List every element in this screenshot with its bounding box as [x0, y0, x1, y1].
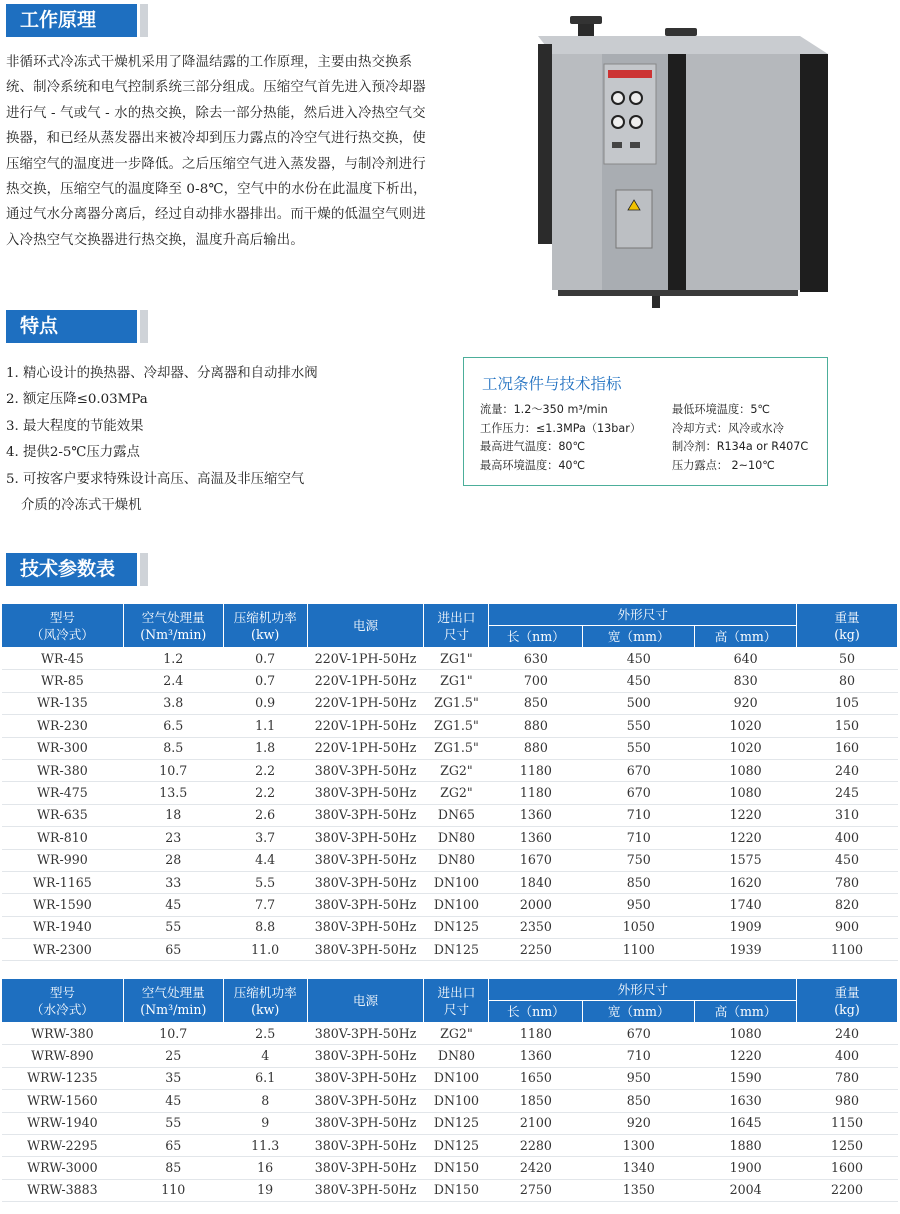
cell-power: 19 — [223, 1179, 307, 1201]
cell-height: 1020 — [695, 737, 797, 759]
table-row — [2, 1179, 898, 1201]
cell-length: 880 — [489, 737, 583, 759]
cell-height: 1080 — [695, 782, 797, 804]
cell-port-size: ZG1" — [424, 670, 489, 692]
cell-model: WR-45 — [2, 648, 124, 670]
cell-power-supply: 380V-3PH-50Hz — [307, 871, 424, 893]
table-row — [2, 849, 898, 871]
cell-port-size: DN150 — [424, 1157, 489, 1179]
cell-length: 1180 — [489, 759, 583, 781]
cell-power: 11.0 — [223, 939, 307, 961]
cell-power-supply: 220V-1PH-50Hz — [307, 715, 424, 737]
cell-power-supply: 380V-3PH-50Hz — [307, 1067, 424, 1089]
cell-weight: 980 — [797, 1090, 898, 1112]
cell-length: 1360 — [489, 1045, 583, 1067]
cell-height: 1020 — [695, 715, 797, 737]
cell-power-supply: 380V-3PH-50Hz — [307, 1023, 424, 1045]
cell-weight: 160 — [797, 737, 898, 759]
cell-port-size: DN100 — [424, 871, 489, 893]
spec-item: 制冷剂：R134a or R407C — [672, 440, 809, 453]
cell-length: 2100 — [489, 1112, 583, 1134]
cell-length: 1840 — [489, 871, 583, 893]
feature-item: 2. 额定压降≤0.03MPa — [6, 392, 148, 408]
cell-weight: 1250 — [797, 1134, 898, 1156]
cell-power-supply: 220V-1PH-50Hz — [307, 737, 424, 759]
cell-height: 2004 — [695, 1179, 797, 1201]
table-row — [2, 737, 898, 759]
cell-air-flow: 10.7 — [123, 1023, 223, 1045]
cell-power: 0.7 — [223, 648, 307, 670]
spec-item: 流量：1.2～350 m³/min — [480, 403, 608, 416]
cell-power-supply: 380V-3PH-50Hz — [307, 804, 424, 826]
feature-text-continued: 介质的冷冻式干燥机 — [21, 498, 142, 514]
cell-weight: 450 — [797, 849, 898, 871]
dryer-machine-image — [538, 14, 828, 310]
cell-width: 920 — [583, 1112, 695, 1134]
cell-width: 550 — [583, 715, 695, 737]
cell-port-size: DN100 — [424, 894, 489, 916]
cell-height: 1575 — [695, 849, 797, 871]
cell-width: 750 — [583, 849, 695, 871]
cell-height: 1620 — [695, 871, 797, 893]
cell-air-flow: 2.4 — [123, 670, 223, 692]
table-row — [2, 670, 898, 692]
cell-model: WR-810 — [2, 827, 124, 849]
cell-model: WR-635 — [2, 804, 124, 826]
cell-height: 1880 — [695, 1134, 797, 1156]
cell-model: WR-2300 — [2, 939, 124, 961]
spec-item: 工作压力：≤1.3MPa（13bar） — [480, 421, 642, 435]
cell-power-supply: 380V-3PH-50Hz — [307, 1045, 424, 1067]
col-header-power: 压缩机功率 (kw) — [223, 604, 307, 648]
cell-power-supply: 220V-1PH-50Hz — [307, 670, 424, 692]
cell-model: WR-1940 — [2, 916, 124, 938]
cell-power-supply: 380V-3PH-50Hz — [307, 1179, 424, 1201]
cell-power: 1.1 — [223, 715, 307, 737]
col-header-power: 压缩机功率 (kw) — [223, 979, 307, 1023]
cell-power-supply: 380V-3PH-50Hz — [307, 939, 424, 961]
spec-item: 最低环境温度：5℃ — [672, 403, 770, 416]
cell-width: 500 — [583, 692, 695, 714]
cell-height: 1220 — [695, 827, 797, 849]
cell-air-flow: 55 — [123, 1112, 223, 1134]
section-title-params: 技术参数表 — [6, 553, 137, 586]
cell-height: 1080 — [695, 1023, 797, 1045]
cell-length: 1180 — [489, 782, 583, 804]
col-header-dimensions: 外形尺寸 — [489, 604, 797, 626]
cell-model: WRW-890 — [2, 1045, 124, 1067]
cell-model: WRW-3883 — [2, 1179, 124, 1201]
cell-weight: 240 — [797, 1023, 898, 1045]
cell-port-size: DN125 — [424, 1134, 489, 1156]
cell-power-supply: 220V-1PH-50Hz — [307, 692, 424, 714]
spec-box-title: 工况条件与技术指标 — [482, 375, 622, 393]
cell-air-flow: 23 — [123, 827, 223, 849]
cell-width: 550 — [583, 737, 695, 759]
cell-air-flow: 8.5 — [123, 737, 223, 759]
table-row — [2, 1045, 898, 1067]
cell-height: 1630 — [695, 1090, 797, 1112]
spec-box — [463, 357, 828, 486]
section-title-accent — [140, 310, 148, 343]
col-header-length: 长（nm） — [489, 1001, 583, 1023]
cell-height: 1645 — [695, 1112, 797, 1134]
cell-air-flow: 65 — [123, 939, 223, 961]
cell-port-size: ZG1" — [424, 648, 489, 670]
cell-power: 4.4 — [223, 849, 307, 871]
cell-width: 950 — [583, 894, 695, 916]
cell-power: 4 — [223, 1045, 307, 1067]
cell-port-size: DN100 — [424, 1090, 489, 1112]
table-row — [2, 648, 898, 670]
cell-width: 1100 — [583, 939, 695, 961]
cell-model: WR-300 — [2, 737, 124, 759]
cell-port-size: ZG1.5" — [424, 737, 489, 759]
cell-height: 1939 — [695, 939, 797, 961]
cell-model: WR-135 — [2, 692, 124, 714]
cell-length: 2350 — [489, 916, 583, 938]
cell-model: WRW-1235 — [2, 1067, 124, 1089]
cell-width: 950 — [583, 1067, 695, 1089]
cell-air-flow: 65 — [123, 1134, 223, 1156]
cell-height: 830 — [695, 670, 797, 692]
cell-length: 2280 — [489, 1134, 583, 1156]
col-header-air-flow: 空气处理量 (Nm³/min) — [123, 604, 223, 648]
cell-weight: 2200 — [797, 1179, 898, 1201]
cell-height: 1590 — [695, 1067, 797, 1089]
cell-width: 1050 — [583, 916, 695, 938]
feature-item: 1. 精心设计的换热器、冷却器、分离器和自动排水阀 — [6, 366, 318, 381]
col-header-weight: 重量 (kg) — [797, 604, 898, 648]
cell-model: WRW-2295 — [2, 1134, 124, 1156]
cell-height: 640 — [695, 648, 797, 670]
cell-air-flow: 85 — [123, 1157, 223, 1179]
col-header-model: 型号 （风冷式） — [2, 604, 124, 648]
cell-height: 1740 — [695, 894, 797, 916]
cell-weight: 105 — [797, 692, 898, 714]
cell-power: 3.7 — [223, 827, 307, 849]
col-header-power-supply: 电源 — [307, 604, 424, 648]
cell-air-flow: 3.8 — [123, 692, 223, 714]
cell-model: WR-230 — [2, 715, 124, 737]
spec-box-items — [480, 401, 820, 474]
spec-item: 最高环境温度：40℃ — [480, 458, 586, 472]
cell-weight: 780 — [797, 1067, 898, 1089]
cell-weight: 1600 — [797, 1157, 898, 1179]
cell-length: 1850 — [489, 1090, 583, 1112]
spec-item: 压力露点： 2~10℃ — [672, 458, 775, 472]
cell-air-flow: 45 — [123, 1090, 223, 1112]
table-row — [2, 715, 898, 737]
cell-power: 8 — [223, 1090, 307, 1112]
cell-weight: 245 — [797, 782, 898, 804]
cell-length: 1360 — [489, 804, 583, 826]
cell-weight: 310 — [797, 804, 898, 826]
cell-power: 11.3 — [223, 1134, 307, 1156]
cell-length: 1670 — [489, 849, 583, 871]
cell-weight: 80 — [797, 670, 898, 692]
cell-power: 8.8 — [223, 916, 307, 938]
cell-height: 1900 — [695, 1157, 797, 1179]
col-header-height: 高（mm） — [695, 626, 797, 648]
feature-item: 3. 最大程度的节能效果 — [6, 418, 144, 434]
cell-air-flow: 6.5 — [123, 715, 223, 737]
cell-width: 450 — [583, 648, 695, 670]
cell-port-size: ZG1.5" — [424, 715, 489, 737]
cell-power-supply: 380V-3PH-50Hz — [307, 849, 424, 871]
section-title-features: 特点 — [6, 310, 137, 343]
cell-air-flow: 55 — [123, 916, 223, 938]
cell-model: WRW-3000 — [2, 1157, 124, 1179]
cell-length: 2000 — [489, 894, 583, 916]
cell-power-supply: 380V-3PH-50Hz — [307, 1157, 424, 1179]
cell-port-size: ZG1.5" — [424, 692, 489, 714]
cell-weight: 1150 — [797, 1112, 898, 1134]
table-row — [2, 1067, 898, 1089]
cell-power-supply: 380V-3PH-50Hz — [307, 894, 424, 916]
section-title-accent — [140, 553, 148, 586]
table-row — [2, 804, 898, 826]
cell-width: 710 — [583, 1045, 695, 1067]
cell-power: 0.7 — [223, 670, 307, 692]
table-row — [2, 827, 898, 849]
cell-port-size: DN125 — [424, 1112, 489, 1134]
cell-length: 1360 — [489, 827, 583, 849]
table-row — [2, 1090, 898, 1112]
cell-model: WRW-380 — [2, 1023, 124, 1045]
table-row — [2, 1112, 898, 1134]
principle-text: 非循环式冷冻式干燥机采用了降温结露的工作原理，主要由热交换系统、制冷系统和电气控制系统三部分组成。压缩空气首先进入预冷却器进行气 - 气或气 - 水的热交换，除去一部分热能，然后进入冷热空气交换器，和已经从蒸发器出来被冷却到压力露点的冷空气进行热交换，使压缩空气的温度进一步降低。之后压缩空气进入蒸发器，与制冷剂进行热交换，压缩空气的温度降至 0-8℃，空气中的水份在此温度下析出，通过气水分离器分离后，经过自动排水器排出。而干燥的低温空气则进入冷热空气交换器进行热交换，温度升高后输出。 — [6, 55, 427, 248]
cell-port-size: DN80 — [424, 1045, 489, 1067]
cell-air-flow: 35 — [123, 1067, 223, 1089]
cell-power: 1.8 — [223, 737, 307, 759]
cell-power-supply: 380V-3PH-50Hz — [307, 1090, 424, 1112]
cell-air-flow: 10.7 — [123, 759, 223, 781]
col-header-width: 宽（mm） — [583, 626, 695, 648]
cell-power: 9 — [223, 1112, 307, 1134]
cell-height: 920 — [695, 692, 797, 714]
cell-power: 0.9 — [223, 692, 307, 714]
table-row — [2, 894, 898, 916]
cell-width: 670 — [583, 1023, 695, 1045]
cell-model: WR-1590 — [2, 894, 124, 916]
cell-height: 1220 — [695, 804, 797, 826]
cell-air-flow: 13.5 — [123, 782, 223, 804]
features-list — [6, 361, 446, 519]
table-row — [2, 759, 898, 781]
cell-power: 2.2 — [223, 782, 307, 804]
table-row — [2, 1134, 898, 1156]
cell-power: 7.7 — [223, 894, 307, 916]
cell-length: 630 — [489, 648, 583, 670]
cell-power-supply: 380V-3PH-50Hz — [307, 916, 424, 938]
col-header-air-flow: 空气处理量 (Nm³/min) — [123, 979, 223, 1023]
cell-power: 2.2 — [223, 759, 307, 781]
cell-air-flow: 110 — [123, 1179, 223, 1201]
feature-item: 5. 可按客户要求特殊设计高压、高温及非压缩空气 — [6, 471, 305, 487]
cell-air-flow: 45 — [123, 894, 223, 916]
cell-power-supply: 380V-3PH-50Hz — [307, 1134, 424, 1156]
col-header-length: 长（nm） — [489, 626, 583, 648]
cell-width: 850 — [583, 1090, 695, 1112]
cell-port-size: ZG2" — [424, 782, 489, 804]
cell-length: 850 — [489, 692, 583, 714]
table-row — [2, 939, 898, 961]
cell-power: 16 — [223, 1157, 307, 1179]
cell-length: 700 — [489, 670, 583, 692]
cell-width: 850 — [583, 871, 695, 893]
cell-power-supply: 380V-3PH-50Hz — [307, 759, 424, 781]
cell-width: 670 — [583, 782, 695, 804]
cell-model: WR-990 — [2, 849, 124, 871]
cell-power: 6.1 — [223, 1067, 307, 1089]
cell-weight: 150 — [797, 715, 898, 737]
table-row — [2, 916, 898, 938]
cell-length: 2750 — [489, 1179, 583, 1201]
cell-port-size: DN65 — [424, 804, 489, 826]
table-row — [2, 782, 898, 804]
col-header-port-size: 进出口 尺寸 — [424, 979, 489, 1023]
cell-air-flow: 1.2 — [123, 648, 223, 670]
cell-power: 2.5 — [223, 1023, 307, 1045]
cell-weight: 240 — [797, 759, 898, 781]
col-header-power-supply: 电源 — [307, 979, 424, 1023]
cell-power: 2.6 — [223, 804, 307, 826]
cell-power-supply: 380V-3PH-50Hz — [307, 827, 424, 849]
cell-model: WR-85 — [2, 670, 124, 692]
cell-air-flow: 25 — [123, 1045, 223, 1067]
cell-model: WR-380 — [2, 759, 124, 781]
cell-model: WR-475 — [2, 782, 124, 804]
col-header-port-size: 进出口 尺寸 — [424, 604, 489, 648]
cell-port-size: DN80 — [424, 827, 489, 849]
cell-width: 670 — [583, 759, 695, 781]
spec-item: 最高进气温度：80℃ — [480, 440, 586, 453]
cell-port-size: DN125 — [424, 916, 489, 938]
cell-weight: 820 — [797, 894, 898, 916]
cell-port-size: DN80 — [424, 849, 489, 871]
cell-width: 1340 — [583, 1157, 695, 1179]
cell-air-flow: 28 — [123, 849, 223, 871]
cell-width: 710 — [583, 827, 695, 849]
cell-weight: 780 — [797, 871, 898, 893]
section-title-accent — [140, 4, 148, 37]
cell-weight: 900 — [797, 916, 898, 938]
feature-item-continued — [6, 493, 446, 519]
cell-air-flow: 18 — [123, 804, 223, 826]
cell-length: 1180 — [489, 1023, 583, 1045]
cell-port-size: DN100 — [424, 1067, 489, 1089]
cell-air-flow: 33 — [123, 871, 223, 893]
cell-width: 710 — [583, 804, 695, 826]
cell-width: 450 — [583, 670, 695, 692]
cell-power-supply: 380V-3PH-50Hz — [307, 782, 424, 804]
table-row — [2, 871, 898, 893]
table-row — [2, 1023, 898, 1045]
table-row — [2, 692, 898, 714]
col-header-model: 型号 （水冷式） — [2, 979, 124, 1023]
cell-model: WRW-1940 — [2, 1112, 124, 1134]
cell-height: 1909 — [695, 916, 797, 938]
cell-weight: 400 — [797, 827, 898, 849]
spec-table-water-cooled — [1, 978, 898, 1202]
col-header-width: 宽（mm） — [583, 1001, 695, 1023]
cell-power-supply: 220V-1PH-50Hz — [307, 648, 424, 670]
spec-item: 冷却方式：风冷或水冷 — [672, 421, 784, 435]
cell-width: 1350 — [583, 1179, 695, 1201]
cell-port-size: DN150 — [424, 1179, 489, 1201]
cell-weight: 50 — [797, 648, 898, 670]
cell-power: 5.5 — [223, 871, 307, 893]
cell-height: 1220 — [695, 1045, 797, 1067]
cell-model: WR-1165 — [2, 871, 124, 893]
cell-height: 1080 — [695, 759, 797, 781]
cell-weight: 1100 — [797, 939, 898, 961]
table-row — [2, 1157, 898, 1179]
section-title-principle: 工作原理 — [6, 4, 137, 37]
col-header-dimensions: 外形尺寸 — [489, 979, 797, 1001]
cell-model: WRW-1560 — [2, 1090, 124, 1112]
cell-port-size: DN125 — [424, 939, 489, 961]
cell-port-size: ZG2" — [424, 1023, 489, 1045]
col-header-height: 高（mm） — [695, 1001, 797, 1023]
cell-length: 2250 — [489, 939, 583, 961]
cell-weight: 400 — [797, 1045, 898, 1067]
spec-table-air-cooled — [1, 603, 898, 961]
cell-length: 880 — [489, 715, 583, 737]
cell-port-size: ZG2" — [424, 759, 489, 781]
feature-item: 4. 提供2-5℃压力露点 — [6, 445, 140, 461]
col-header-weight: 重量 (kg) — [797, 979, 898, 1023]
cell-length: 2420 — [489, 1157, 583, 1179]
cell-power-supply: 380V-3PH-50Hz — [307, 1112, 424, 1134]
cell-width: 1300 — [583, 1134, 695, 1156]
cell-length: 1650 — [489, 1067, 583, 1089]
